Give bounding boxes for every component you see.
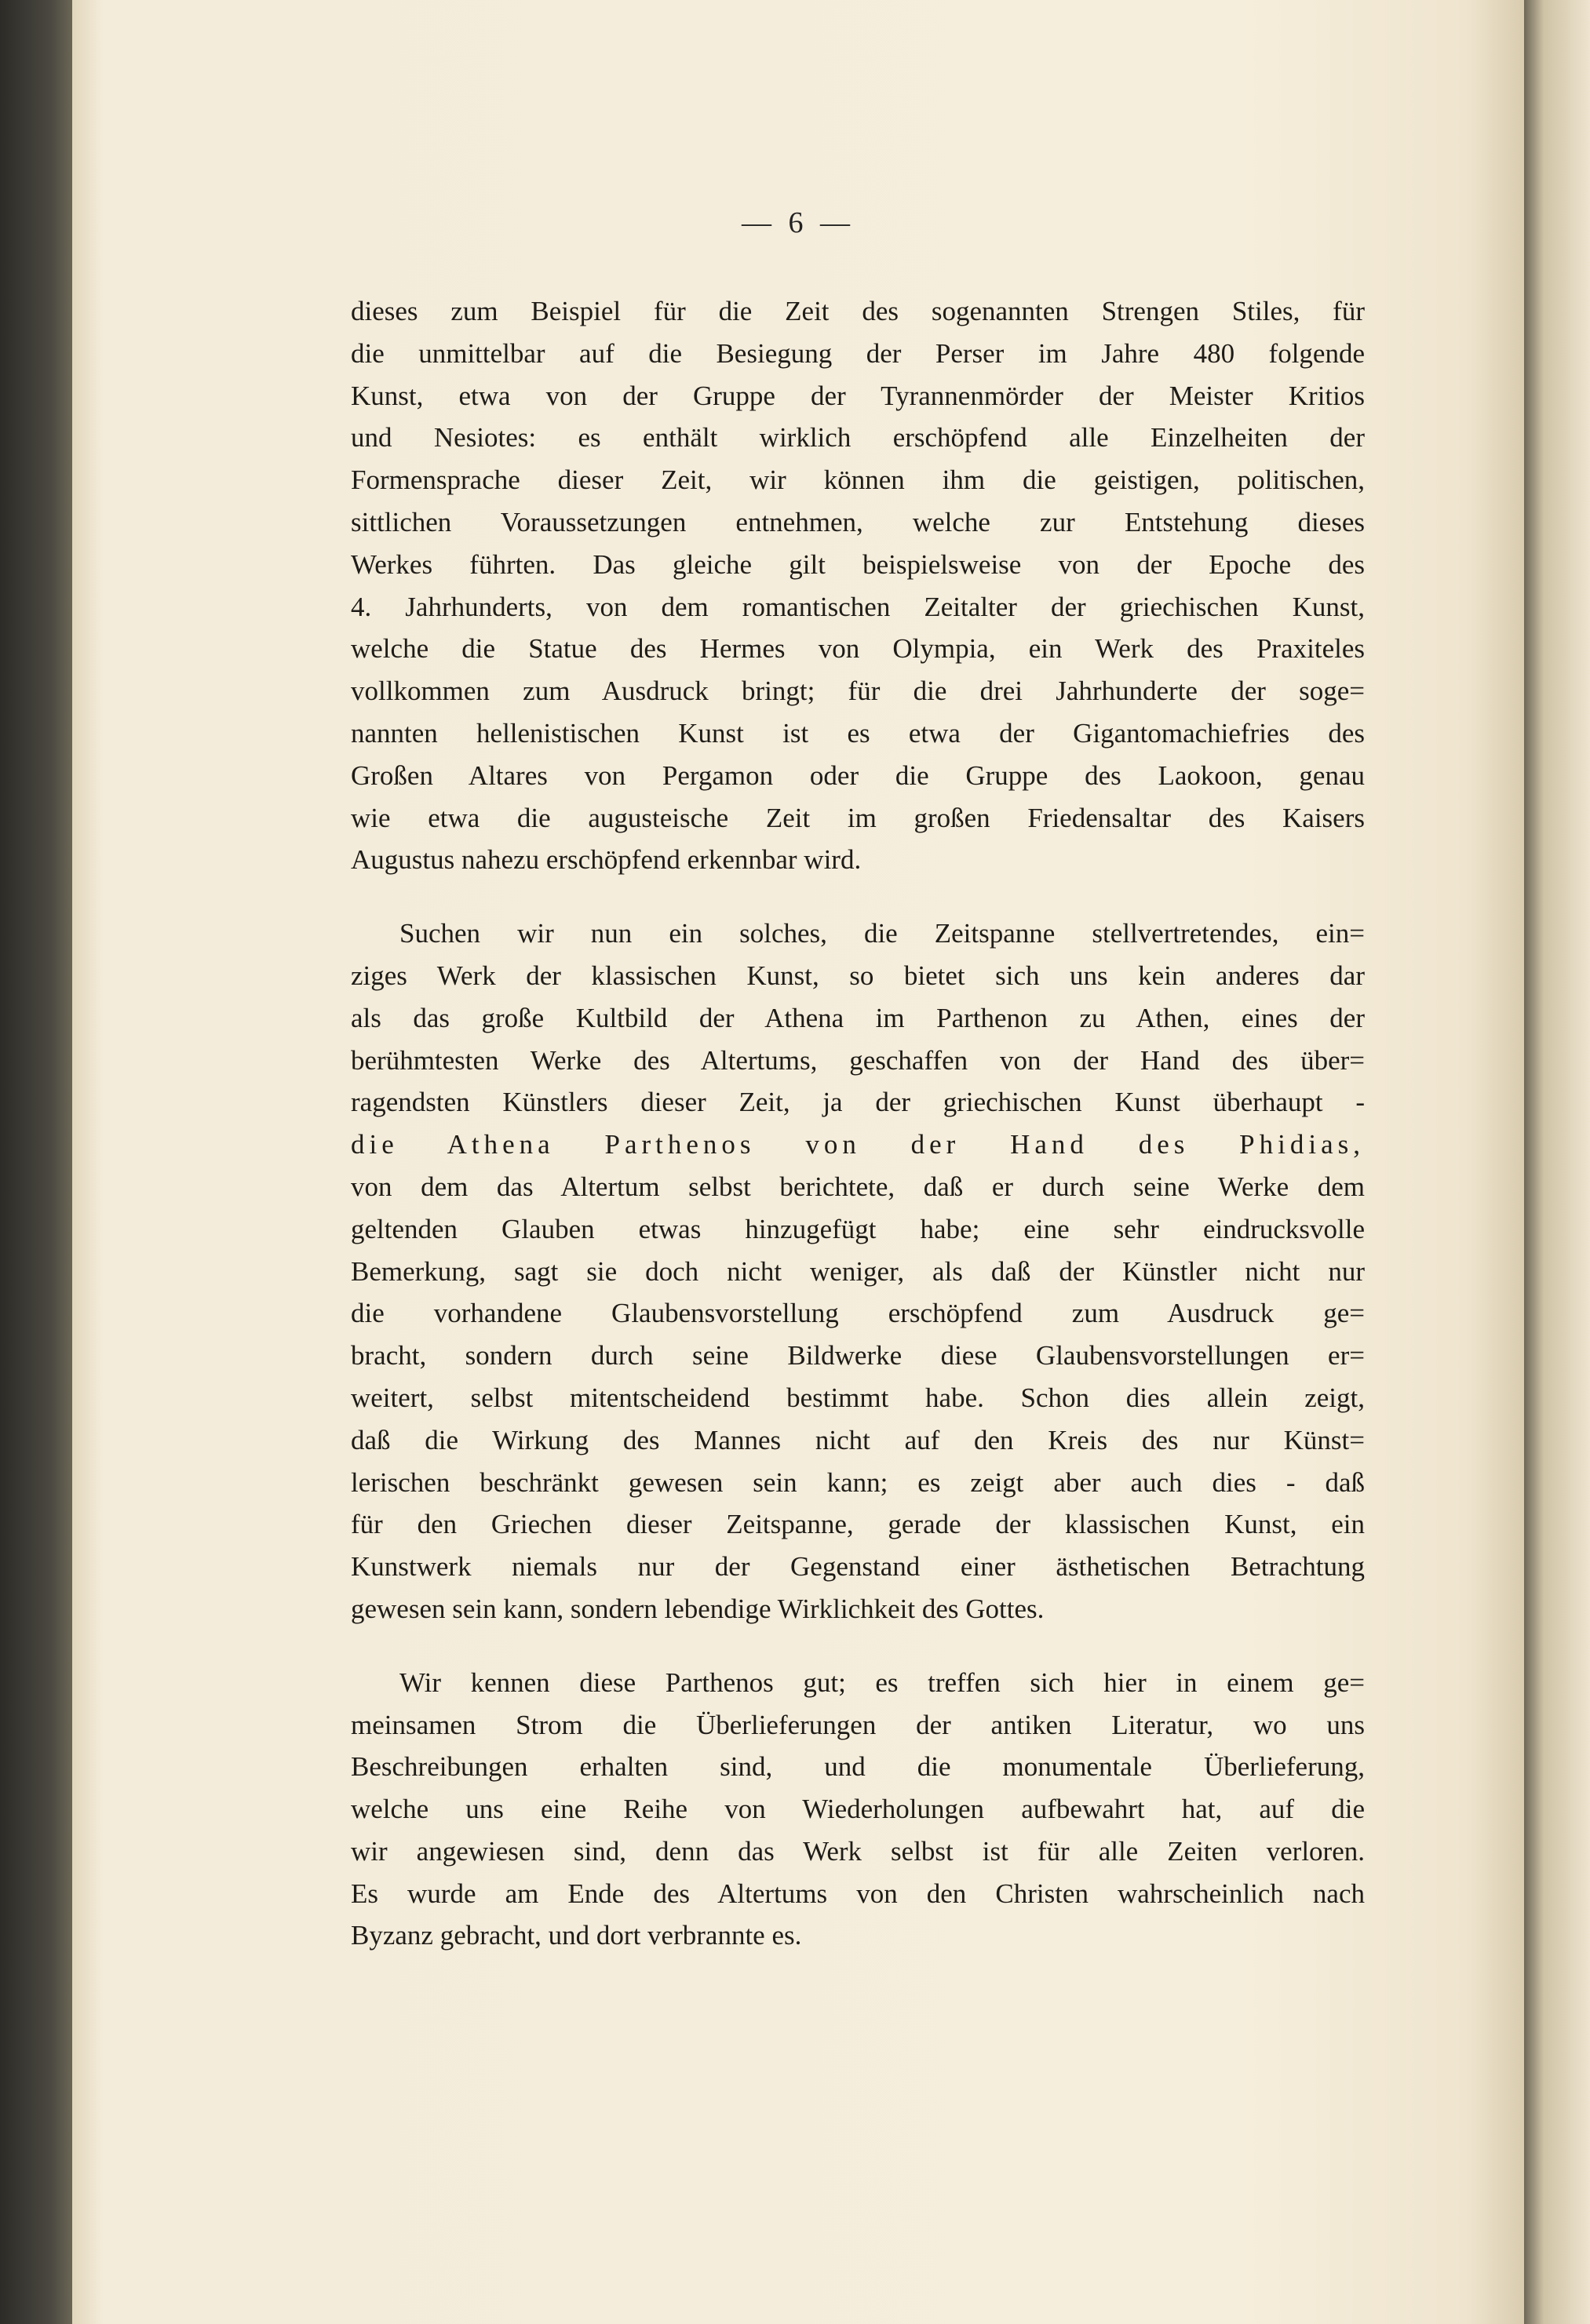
text-line bbox=[351, 1914, 1365, 1957]
text-line-content: nannten hellenistischen Kunst ist es etwa der Gigantomachiefries des bbox=[351, 717, 1365, 749]
text-line-content: vollkommen zum Ausdruck bringt; für die drei Jahrhunderte der soge= bbox=[351, 676, 1365, 707]
text-line bbox=[351, 1588, 1365, 1630]
text-line-content: geltenden Glauben etwas hinzugefügt habe; eine sehr eindrucksvolle bbox=[351, 1213, 1365, 1244]
text-line-content: daß die Wirkung des Mannes nicht auf den Kreis des nur Künst= bbox=[351, 1424, 1365, 1455]
text-line-content: ziges Werk der klassischen Kunst, so bietet sich uns kein anderes dar bbox=[351, 960, 1365, 991]
text-line-content: und Nesiotes: es enthält wirklich erschöpfend alle Einzelheiten der bbox=[351, 422, 1365, 454]
text-line bbox=[351, 544, 1365, 586]
text-line-content: Großen Altares von Pergamon oder die Gruppe des Laokoon, genau bbox=[351, 759, 1365, 791]
text-line-content: Beschreibungen erhalten sind, und die monumentale Überlieferung, bbox=[351, 1751, 1365, 1783]
text-line bbox=[351, 375, 1365, 417]
text-line bbox=[351, 459, 1365, 501]
page-number: — 6 — bbox=[742, 206, 855, 239]
text-line bbox=[351, 670, 1365, 712]
text-line bbox=[351, 755, 1365, 797]
text-line bbox=[351, 712, 1365, 755]
text-line-content: Wir kennen diese Parthenos gut; es treffen sich hier in einem ge= bbox=[399, 1667, 1365, 1698]
text-line bbox=[351, 1662, 1365, 1704]
text-line-content: die Athena Parthenos von der Hand des Phidias, bbox=[351, 1129, 1365, 1160]
text-line bbox=[351, 797, 1365, 840]
book-spine-edge bbox=[0, 0, 72, 2324]
text-line-content: Kunstwerk niemals nur der Gegenstand einer ästhetischen Betrachtung bbox=[351, 1551, 1365, 1583]
text-line bbox=[351, 1081, 1365, 1124]
text-line-content: Formensprache dieser Zeit, wir können ihm die geistigen, politischen, bbox=[351, 464, 1365, 496]
text-line-content: die unmittelbar auf die Besiegung der Perser im Jahre 480 folgende bbox=[351, 337, 1365, 369]
text-line bbox=[351, 1462, 1365, 1504]
text-line bbox=[351, 333, 1365, 375]
text-line bbox=[351, 1704, 1365, 1747]
text-line-content: Byzanz gebracht, und dort verbrannte es. bbox=[351, 1920, 802, 1951]
adjacent-page-edge bbox=[1524, 0, 1590, 2324]
text-line-content: für den Griechen dieser Zeitspanne, gerade der klassischen Kunst, ein bbox=[351, 1509, 1365, 1540]
text-line-content: berühmtesten Werke des Altertums, geschaffen von der Hand des über= bbox=[351, 1044, 1365, 1076]
text-line-content: dieses zum Beispiel für die Zeit des sogenannten Strengen Stiles, für bbox=[351, 296, 1365, 326]
text-line-content: sittlichen Voraussetzungen entnehmen, welche zur Entstehung dieses bbox=[351, 506, 1365, 537]
text-line bbox=[351, 1292, 1365, 1335]
text-line-content: Es wurde am Ende des Altertums von den Christen wahrscheinlich nach bbox=[351, 1878, 1365, 1909]
text-line-content: gewesen sein kann, sondern lebendige Wirklichkeit des Gottes. bbox=[351, 1593, 1045, 1624]
text-line-content: lerischen beschränkt gewesen sein kann; es zeigt aber auch dies - daß bbox=[351, 1466, 1365, 1498]
text-line bbox=[351, 839, 1365, 881]
text-line bbox=[351, 1377, 1365, 1419]
text-line bbox=[351, 586, 1365, 628]
book-page bbox=[72, 0, 1524, 2324]
text-line bbox=[351, 290, 1365, 333]
text-line-content: bracht, sondern durch seine Bildwerke diese Glaubensvorstellungen er= bbox=[351, 1340, 1365, 1371]
text-line-content: welche die Statue des Hermes von Olympia, ein Werk des Praxiteles bbox=[351, 633, 1365, 665]
text-line-content: Augustus nahezu erschöpfend erkennbar wird. bbox=[351, 844, 862, 876]
text-line bbox=[351, 1040, 1365, 1082]
text-line bbox=[351, 1830, 1365, 1873]
text-line bbox=[351, 1166, 1365, 1208]
text-line-content: Werkes führten. Das gleiche gilt beispielsweise von der Epoche des bbox=[351, 548, 1365, 580]
text-line bbox=[351, 1546, 1365, 1588]
text-line bbox=[351, 1746, 1365, 1788]
text-line-content: Bemerkung, sagt sie doch nicht weniger, als daß der Künstler nicht nur bbox=[351, 1255, 1365, 1287]
text-line bbox=[351, 912, 1365, 955]
text-line-content: Kunst, etwa von der Gruppe der Tyrannenmörder der Meister Kritios bbox=[351, 380, 1365, 411]
text-line-content: wie etwa die augusteische Zeit im großen Friedensaltar des Kaisers bbox=[351, 802, 1365, 833]
paragraph bbox=[351, 1662, 1365, 1958]
text-line-content: von dem das Altertum selbst berichtete, daß er durch seine Werke dem bbox=[351, 1171, 1365, 1202]
text-line bbox=[351, 417, 1365, 459]
text-line bbox=[351, 1335, 1365, 1377]
text-line-content: 4. Jahrhunderts, von dem romantischen Zeitalter der griechischen Kunst, bbox=[351, 591, 1365, 622]
text-line bbox=[351, 955, 1365, 997]
paragraph bbox=[351, 912, 1365, 1630]
text-line bbox=[351, 1873, 1365, 1915]
text-line-content: meinsamen Strom die Überlieferungen der antiken Literatur, wo uns bbox=[351, 1709, 1365, 1740]
text-line-content: als das große Kultbild der Athena im Parthenon zu Athen, eines der bbox=[351, 1002, 1365, 1033]
text-line-content: weitert, selbst mitentscheidend bestimmt habe. Schon dies allein zeigt, bbox=[351, 1382, 1365, 1413]
text-line bbox=[351, 1788, 1365, 1830]
text-line-content: wir angewiesen sind, denn das Werk selbst ist für alle Zeiten verloren. bbox=[351, 1835, 1365, 1867]
text-line bbox=[351, 1251, 1365, 1293]
text-line-content: Suchen wir nun ein solches, die Zeitspanne stellvertretendes, ein= bbox=[399, 918, 1365, 949]
text-line bbox=[351, 1503, 1365, 1546]
text-line bbox=[351, 1208, 1365, 1251]
text-line bbox=[351, 628, 1365, 670]
text-line bbox=[351, 501, 1365, 544]
text-line bbox=[351, 1419, 1365, 1462]
paragraph bbox=[351, 290, 1365, 881]
text-line-content: die vorhandene Glaubensvorstellung erschöpfend zum Ausdruck ge= bbox=[351, 1298, 1365, 1329]
text-line bbox=[351, 1124, 1365, 1166]
text-line-content: welche uns eine Reihe von Wiederholungen aufbewahrt hat, auf die bbox=[351, 1794, 1365, 1825]
body-text bbox=[351, 290, 1365, 1988]
text-line bbox=[351, 997, 1365, 1040]
text-line-content: ragendsten Künstlers dieser Zeit, ja der griechischen Kunst überhaupt - bbox=[351, 1087, 1365, 1118]
